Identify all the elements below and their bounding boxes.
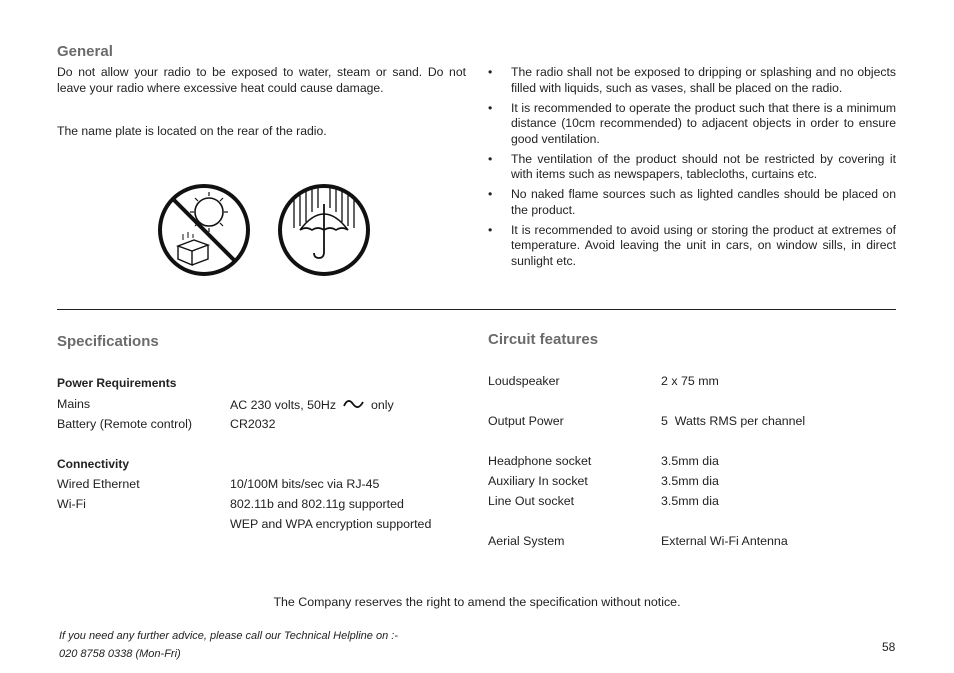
circuit-value: 3.5mm dia xyxy=(661,454,719,468)
circuit-label: Headphone socket xyxy=(488,454,592,468)
circuit-label: Auxiliary In socket xyxy=(488,474,588,488)
circuit-value: 2 x 75 mm xyxy=(661,374,719,388)
circuit-label: Line Out socket xyxy=(488,494,575,508)
circuit-value: 3.5mm dia xyxy=(661,474,719,488)
wifi-value-1: 802.11b and 802.11g supported xyxy=(230,497,404,511)
circuit-label: Output Power xyxy=(488,414,564,428)
circuit-value: 3.5mm dia xyxy=(661,494,719,508)
bullet-item: • The ventilation of the product should not be restricted by covering it with items such as newspapers, tablecloths, curtains etc. xyxy=(488,152,896,183)
mains-value-row xyxy=(230,397,394,413)
no-heat-sun-icon xyxy=(156,182,252,278)
circuit-features-heading: Circuit features xyxy=(488,331,599,348)
keep-dry-umbrella-icon xyxy=(276,182,372,278)
bullet-item: • The radio shall not be exposed to dripping or splashing and no objects filled with liquids, such as vases, shall be placed on the radio. xyxy=(488,65,896,96)
section-divider xyxy=(57,309,896,310)
bullet-item: • No naked flame sources such as lighted candles should be placed on the product. xyxy=(488,187,896,218)
specification-notice: The Company reserves the right to amend the specification without notice. xyxy=(273,595,681,609)
circuit-label: Loudspeaker xyxy=(488,374,560,388)
connectivity-heading: Connectivity xyxy=(57,457,130,471)
bullet-item: • It is recommended to avoid using or storing the product at extremes of temperature. Avoid leaving the unit in cars, on window sills, in direct sunlight etc. xyxy=(488,223,896,270)
general-heading: General xyxy=(57,43,113,60)
battery-value: CR2032 xyxy=(230,417,276,431)
bullet-item: • It is recommended to operate the product such that there is a minimum distance (10cm recommended) to adjacent objects in order to ensure good ventilation. xyxy=(488,101,896,148)
ethernet-label: Wired Ethernet xyxy=(57,477,140,491)
battery-label: Battery (Remote control) xyxy=(57,417,192,431)
helpline-text: If you need any further advice, please call our Technical Helpline on :- xyxy=(59,630,398,642)
wifi-label: Wi-Fi xyxy=(57,497,86,511)
circuit-value: 5 Watts RMS per channel xyxy=(661,414,806,428)
mains-label: Mains xyxy=(57,397,91,411)
helpline-phone: 020 8758 0338 (Mon-Fri) xyxy=(59,648,181,660)
mains-value: AC 230 volts, 50Hz xyxy=(230,398,337,412)
general-paragraph-2: The name plate is located on the rear of the radio. xyxy=(57,124,327,138)
power-requirements-heading: Power Requirements xyxy=(57,376,177,390)
general-paragraph-1: Do not allow your radio to be exposed to water, steam or sand. Do not leave your radio where excessive heat could cause damage. xyxy=(57,65,466,95)
alternating-current-icon xyxy=(342,397,366,411)
circuit-label: Aerial System xyxy=(488,534,565,548)
circuit-value: External Wi-Fi Antenna xyxy=(661,534,788,548)
specifications-heading: Specifications xyxy=(57,333,159,350)
page-number: 58 xyxy=(882,640,896,654)
mains-suffix: only xyxy=(370,398,394,412)
wifi-value-2: WEP and WPA encryption supported xyxy=(230,517,432,531)
safety-bullet-list xyxy=(488,65,896,274)
ethernet-value: 10/100M bits/sec via RJ-45 xyxy=(230,477,380,491)
